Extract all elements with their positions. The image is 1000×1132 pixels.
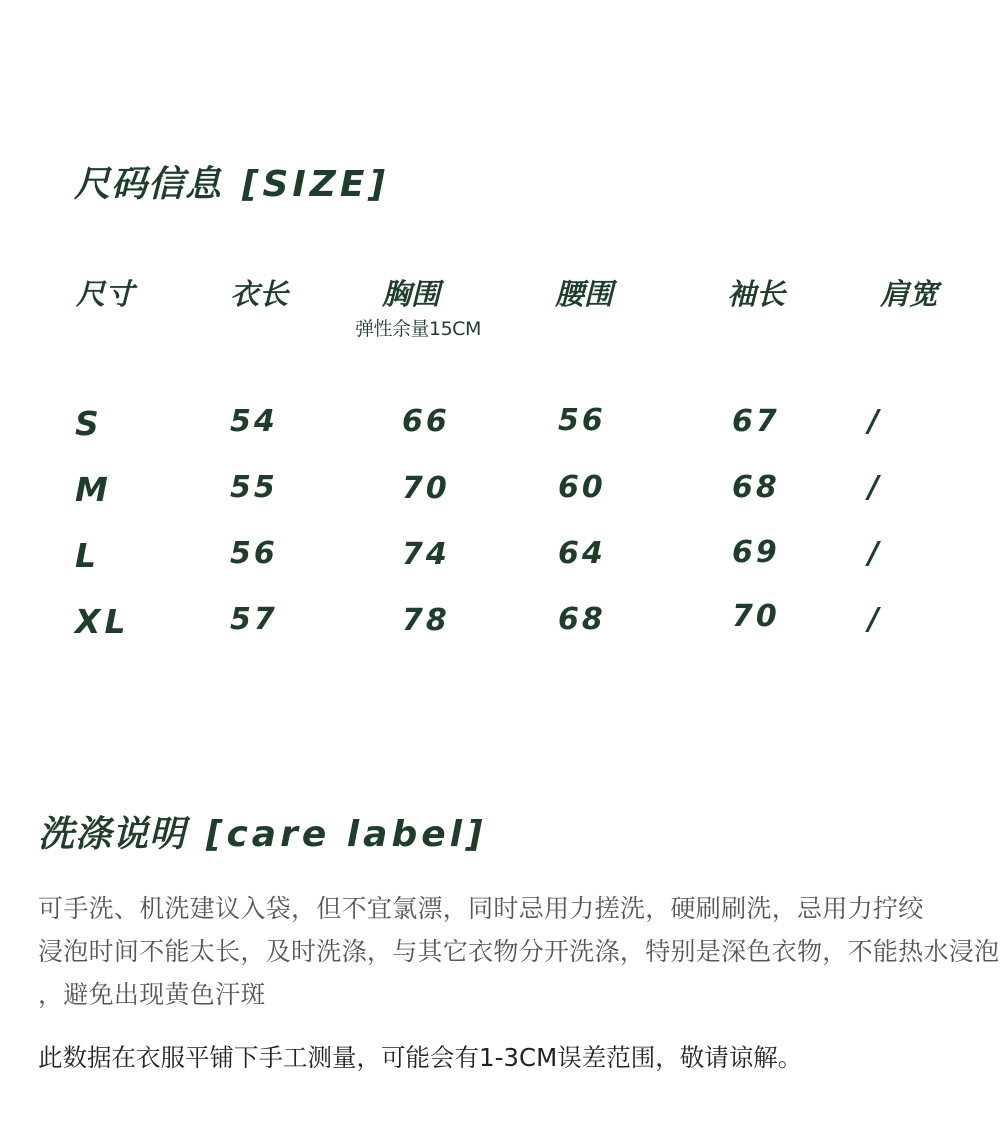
size-label-xl: XL [75, 602, 130, 641]
chest-xl: 78 [402, 603, 450, 638]
chest-elastic-note: 弹性余量15CM [355, 318, 481, 340]
shoulder-xl: / [868, 602, 882, 637]
shoulder-s: / [868, 404, 882, 439]
header-waist: 腰围 [555, 277, 614, 311]
header-size: 尺寸 [76, 277, 135, 311]
care-line-2: 浸泡时间不能太长，及时洗涤，与其它衣物分开洗涤，特别是深色衣物，不能热水浸泡 [38, 937, 1000, 966]
chest-m: 70 [402, 471, 450, 506]
chest-s: 66 [402, 404, 450, 439]
shoulder-l: / [868, 536, 882, 571]
sleeve-m: 68 [732, 470, 780, 505]
waist-l: 64 [558, 536, 606, 571]
sleeve-xl: 70 [732, 599, 780, 634]
size-title-cn: 尺码信息 [74, 164, 223, 205]
care-line-1: 可手洗、机洗建议入袋，但不宜氯漂，同时忌用力搓洗，硬刷刷洗，忌用力拧绞 [38, 894, 924, 923]
shoulder-m: / [868, 470, 882, 505]
length-l: 56 [230, 536, 278, 571]
length-s: 54 [230, 404, 278, 439]
size-section-title [74, 156, 389, 207]
header-sleeve: 袖长 [727, 277, 786, 311]
header-shoulder: 肩宽 [880, 277, 939, 311]
sleeve-s: 67 [732, 404, 780, 439]
header-chest: 胸围 [382, 277, 441, 311]
size-label-m: M [75, 470, 112, 509]
care-title-en: [care label] [206, 814, 487, 855]
header-length: 衣长 [230, 277, 289, 311]
size-label-l: L [75, 536, 101, 575]
chest-l: 74 [402, 537, 450, 572]
waist-s: 56 [558, 403, 606, 438]
sleeve-l: 69 [732, 535, 780, 570]
waist-xl: 68 [558, 602, 606, 637]
length-m: 55 [230, 470, 278, 505]
waist-m: 60 [558, 470, 606, 505]
measurement-note: 此数据在衣服平铺下手工测量，可能会有1-3CM误差范围，敬请谅解。 [38, 1043, 803, 1072]
care-line-3: ，避免出现黄色汗斑 [38, 980, 266, 1009]
length-xl: 57 [230, 602, 278, 637]
care-section-title [38, 806, 486, 857]
care-title-cn: 洗涤说明 [38, 814, 187, 855]
size-label-s: S [75, 404, 103, 443]
size-title-en: [SIZE] [242, 164, 389, 205]
